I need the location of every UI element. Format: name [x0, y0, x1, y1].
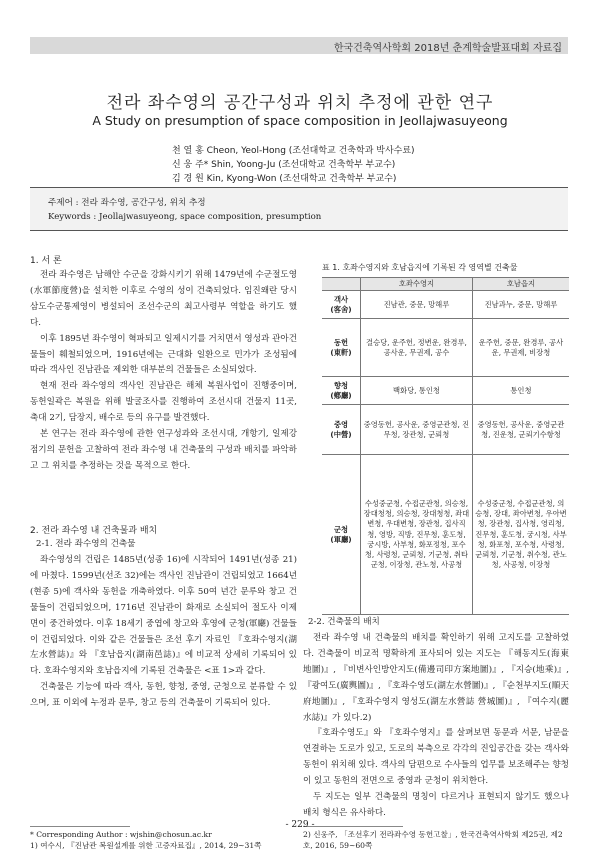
- table-row: [322, 291, 569, 319]
- table-row: [322, 377, 569, 405]
- table-row: [322, 405, 569, 455]
- table-cell: 백화당, 통인청: [361, 377, 473, 405]
- author-1: 천 열 홍 Cheon, Yeol-Hong (조선대학교 건축학과 박사수료): [172, 146, 415, 156]
- table-category-cell: [322, 455, 361, 615]
- table-row: [322, 319, 569, 377]
- keywords-english: Keywords : Jeollajwasuyeong, space composition, presumption: [48, 212, 322, 222]
- table-cell: 수성중군청, 수접군관청, 의승청, 장대, 좌아변청, 우아변청, 장관청, 집사청, 영리청, 진무청, 훈도청, 궁시청, 사부청, 화포청, 포수청, 사령청, 군뢰청, 기군청, 취수청, 관노청, 사공청, 이장청: [472, 455, 569, 615]
- section-1-paragraph: 이후 1895년 좌수영이 혁파되고 일제시기를 거치면서 영성과 관아건물들이 훼철되었으며, 1916년에는 근대화 일환으로 민가가 조성됨에 따라 객사인 진남관을 제외한 대부분의 건물들은 소실되었다.: [30, 333, 297, 376]
- table-header-cell: 호좌수영지: [361, 278, 473, 291]
- table-category-cell: [322, 405, 361, 455]
- paper-title-english: A Study on presumption of space composition in Jeollajwasuyeong: [92, 113, 508, 128]
- section-1-heading: 1. 서 론: [30, 256, 62, 266]
- section-1-paragraph: 본 연구는 전라 좌수영에 관한 연구성과와 조선시대, 개항기, 일제강점기의 문헌을 고찰하여 전라 좌수영 내 건축물의 구성과 배치를 파악하고 그 위치를 추정하는 것을 목적으로 한다.: [30, 429, 297, 471]
- section-2-heading: 2. 전라 좌수영 내 건축물과 배치: [30, 526, 158, 536]
- table-cell: 수성중군청, 수접군관청, 의승청, 장대청청, 의승청, 장대청청, 좌대변청, 우대변청, 장관청, 집사직청, 영방, 직방, 진무청, 훈도청, 궁시방, 사부청, 화포정청, 포수청, 사령청, 군뢰청, 기군청, 취타군청, 이장청, 관노청, 사공청: [361, 455, 473, 615]
- category-name: 향청: [333, 380, 349, 390]
- table-1: [322, 277, 569, 615]
- page-number: - 229 -: [285, 820, 315, 830]
- table-category-cell: [322, 319, 361, 377]
- journal-header-bar: [30, 37, 568, 54]
- section-2-2-paragraph: 『호좌수영도』와 『호좌수영지』를 살펴보면 동문과 서문, 남문을 연결하는 도로가 있고, 도로의 북측으로 각각의 진입공간을 갖는 객사와 동헌이 위치해 있다. 객사의 담편으로 수사들의 업무를 보조해주는 향청이 있고 동헌의 전면으로 중영과 군청이 위치한다.: [303, 728, 569, 787]
- section-2-2-body: [303, 631, 569, 826]
- paper-title-korean: 전라 좌수영의 공간구성과 위치 추정에 관한 연구: [106, 93, 494, 113]
- category-name: 군청: [333, 524, 349, 534]
- table-header-cell: 호남읍지: [472, 278, 569, 291]
- table-cell: 결승당, 운주헌, 정변운, 완경루, 공사운, 무권제, 공수: [361, 319, 473, 377]
- section-1-paragraph: 현재 전라 좌수영의 객사인 진남관은 해체 복원사업이 진행중이며, 동헌일곽은 복원을 위해 발굴조사를 진행하여 조선시대 건물지 11곳, 축대 2기, 담장지, 배수로 등의 유구를 발견했다.: [30, 381, 297, 424]
- table-cell: 중영동헌, 공사운, 중영군관청, 진무청, 장관청, 군뢰청: [361, 405, 473, 455]
- section-1-body: [30, 268, 297, 500]
- section-2-1-body: [30, 553, 297, 823]
- section-2-1-heading: 2-1. 전라 좌수영의 건축물: [36, 539, 136, 549]
- category-hanja: (中營): [330, 429, 352, 439]
- category-hanja: (客舍): [330, 304, 352, 314]
- table-cell: 진남과누, 중문, 망해루: [472, 291, 569, 319]
- author-3: 김 경 원 Kin, Kyong-Won (조선대학교 건축학부 부교수): [172, 174, 397, 184]
- footnote-2: 2) 신웅주, 「조선후기 전라좌수영 동헌고찰」, 한국건축역사학회 제25권, 제2호, 2016, 59~60쪽: [303, 830, 563, 850]
- section-2-1-paragraph: 건축물은 기능에 따라 객사, 동헌, 향청, 중영, 군청으로 분류할 수 있으며, 표 이외에 누정과 문루, 창고 등의 건축물이 기록되어 있다.: [30, 682, 297, 709]
- author-2: 신 웅 주* Shin, Yoong-Ju (조선대학교 건축학부 부교수): [172, 160, 396, 170]
- journal-name: 한국건축역사학회 2018년 춘계학술발표대회 자료집: [333, 43, 562, 54]
- category-name: 동헌: [333, 337, 349, 347]
- section-2-2-paragraph: 전라 좌수영 내 건축물의 배치를 확인하기 위해 고지도를 고찰하였다. 건축물이 비교적 명확하게 표사되어 있는 지도는 『해동지도(海東地圖)』, 『비변사인방안지도(備邊司印方案地圖)』, 『지승(地乘)』, 『광여도(廣輿圖)』, 『호좌수영도(湖左水營圖)』, 『순천부지도(順天府地圖)』, 『호좌수영지 영성도(湖左水營誌 營城圖)』, 『여수지(麗水誌)』가 있다.2): [303, 633, 569, 723]
- section-1-paragraph: 전라 좌수영은 남해안 수군을 강화시키기 위해 1479년에 수군절도영(水軍節度營)을 설치한 이후로 수영의 성이 건축되었다. 임진왜란 당시 삼도수군통제영이 병설되어 조선수군의 최고사령부 역할을 하기도 했다.: [30, 270, 297, 328]
- table-cell: 운주헌, 중문, 완경루, 공사운, 무권제, 비장청: [472, 319, 569, 377]
- table-corner-cell: [322, 278, 361, 291]
- table-cell: 중영동헌, 공사운, 중영군관청, 진운청, 군뢰기수항청: [472, 405, 569, 455]
- keywords-box: [30, 188, 568, 231]
- table-1-caption: 표 1. 호좌수영지와 호남읍지에 기록된 각 영역별 건축물: [322, 263, 518, 272]
- category-name: 중영: [333, 419, 349, 429]
- table-cell: 진남관, 중문, 망해루: [361, 291, 473, 319]
- category-hanja: (鄕廳): [330, 390, 352, 400]
- section-2-1-paragraph: 좌수영성의 건립은 1485년(성종 16)에 시작되어 1491년(성종 21)에 마쳤다. 1599년(선조 32)에는 객사인 진남관이 건립되었고 1664년(현종 5)에 객사와 동헌을 개축하였다. 이후 50여 년간 문루와 창고 건물들이 건립되었으며, 1716년 진남관이 화재로 소실되어 절도사 이제면이 중건하였다. 이후 18세기 중엽에 창고와 후영에 군청(軍廳) 건물들이 건립되었다. 이와 같은 건물들은 조선 후기 자료인 『호좌수영지(湖左水營誌)』와 『호남읍지(湖南邑誌)』에 비교적 상세히 기록되어 있다. 호좌수영지와 호남읍지에 기록된 건축물은 <표 1>과 같다.: [30, 555, 297, 677]
- corresponding-author-note: * Corresponding Author : wjshin@chosun.ac.kr: [30, 830, 212, 839]
- table-row: [322, 455, 569, 615]
- keywords-korean: 주제어 : 전라 좌수영, 공간구성, 위치 추정: [48, 198, 206, 208]
- category-name: 객사: [333, 294, 349, 304]
- table-header-row: [322, 278, 569, 291]
- table-category-cell: [322, 291, 361, 319]
- category-hanja: (軍廳): [330, 534, 352, 544]
- category-hanja: (東軒): [330, 347, 352, 357]
- table-category-cell: [322, 377, 361, 405]
- section-2-2-heading: 2-2. 건축물의 배치: [308, 617, 380, 627]
- section-2-2-paragraph: 두 지도는 일부 건축물의 명칭이 다르거나 표현되지 않기도 했으나 배치 형식은 유사하다.: [303, 792, 569, 818]
- footnote-1: 1) 여수시, 『진남관 복원설계를 위한 고증자료집』, 2014, 29~31쪽: [30, 841, 262, 850]
- table-cell: 통인청: [472, 377, 569, 405]
